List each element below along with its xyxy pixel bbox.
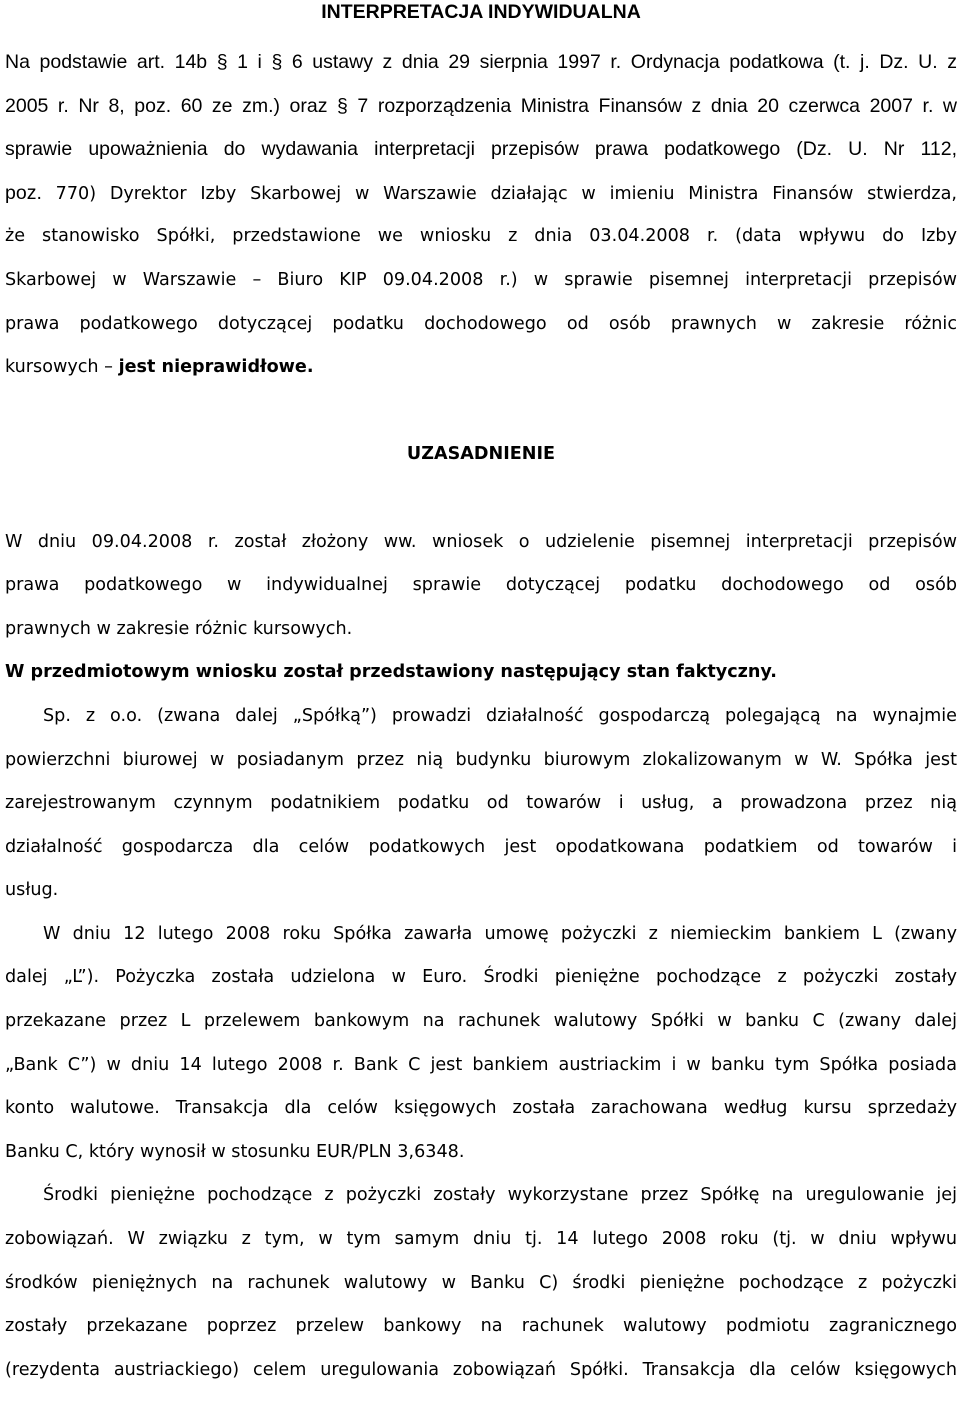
facts-paragraph-3 bbox=[5, 1174, 957, 1392]
intro-line: 2005 r. Nr 8, poz. 60 ze zm.) oraz § 7 rozporządzenia Ministra Finansów z dnia 20 czerwca 2007 r. w bbox=[5, 94, 957, 117]
facts-paragraph-1 bbox=[5, 695, 957, 913]
intro-line bbox=[5, 172, 957, 216]
facts-line: działalność gospodarcza dla celów podatkowych jest opodatkowana podatkiem od towarów i bbox=[5, 836, 957, 857]
facts-line: (rezydenta austriackiego) celem uregulowania zobowiązań Spółki. Transakcja dla celów księgowych bbox=[5, 1359, 957, 1380]
intro-line: Skarbowej w Warszawie – Biuro KIP 09.04.2008 r.) w sprawie pisemnej interpretacji przepisów bbox=[5, 269, 957, 290]
facts-line: Sp. z o.o. (zwana dalej „Spółką”) prowadzi działalność gospodarczą polegającą na wynajmie bbox=[43, 705, 957, 726]
facts-line: Środki pieniężne pochodzące z pożyczki zostały wykorzystane przez Spółkę na uregulowanie jej bbox=[43, 1185, 957, 1206]
facts-line: zobowiązań. W związku z tym, w tym samym dniu tj. 14 lutego 2008 roku (tj. w dniu wpływu bbox=[5, 1229, 957, 1250]
facts-line: zostały przekazane poprzez przelew bankowy na rachunek walutowy podmiotu zagranicznego bbox=[5, 1316, 957, 1337]
request-paragraph bbox=[5, 521, 957, 695]
document-title: INTERPRETACJA INDYWIDUALNA bbox=[321, 1, 641, 23]
facts-paragraph-2 bbox=[5, 913, 957, 1175]
verdict-text: jest nieprawidłowe. bbox=[118, 357, 314, 378]
intro-line bbox=[5, 346, 957, 390]
document-page bbox=[5, 0, 957, 1392]
facts-line: zarejestrowanym czynnym podatnikiem podatku od towarów i usług, a prowadzona przez nią bbox=[5, 793, 957, 814]
facts-line: dalej „L”). Pożyczka została udzielona w Euro. Środki pieniężne pochodzące z pożyczki zostały bbox=[5, 967, 957, 988]
intro-text: poz. bbox=[5, 181, 42, 204]
facts-line: „Bank C”) w dniu 14 lutego 2008 r. Bank C jest bankiem austriackim i w banku tym Spółka posiada bbox=[5, 1054, 957, 1075]
request-line: W dniu 09.04.2008 r. został złożony ww. wniosek o udzielenie pisemnej interpretacji przepisów bbox=[5, 531, 957, 552]
facts-line: Banku C, który wynosił w stosunku EUR/PLN 3,6348. bbox=[5, 1141, 465, 1162]
spacer bbox=[5, 390, 957, 434]
facts-line: usług. bbox=[5, 880, 59, 901]
intro-text: kursowych – bbox=[5, 357, 119, 378]
facts-line: powierzchni biurowej w posiadanym przez nią budynku biurowym zlokalizowanym w W. Spółka jest bbox=[5, 749, 957, 770]
spacer bbox=[5, 477, 957, 521]
intro-line: że stanowisko Spółki, przedstawione we wniosku z dnia 03.04.2008 r. (data wpływu do Izby bbox=[5, 226, 957, 247]
intro-line: prawa podatkowego dotyczącej podatku dochodowego od osób prawnych w zakresie różnic bbox=[5, 313, 957, 334]
intro-line: Na podstawie art. 14b § 1 i § 6 ustawy z dnia 29 sierpnia 1997 r. Ordynacja podatkowa (t. j. Dz. U. z bbox=[5, 51, 957, 73]
facts-line: W dniu 12 lutego 2008 roku Spółka zawarła umowę pożyczki z niemieckim bankiem L (zwany bbox=[43, 923, 957, 944]
facts-line: konto walutowe. Transakcja dla celów księgowych została zarachowana według kursu sprzedaży bbox=[5, 1098, 957, 1119]
intro-text: 770) Dyrektor Izby Skarbowej w Warszawie działając w imieniu Ministra Finansów stwierdza, bbox=[41, 183, 957, 204]
facts-heading: W przedmiotowym wniosku został przedstawiony następujący stan faktyczny. bbox=[5, 662, 777, 683]
intro-line: sprawie upoważnienia do wydawania interpretacji przepisów prawa podatkowego (Dz. U. Nr 112, bbox=[5, 138, 957, 161]
intro-paragraph bbox=[5, 41, 957, 390]
heading-block bbox=[5, 390, 957, 521]
request-line: prawnych w zakresie różnic kursowych. bbox=[5, 618, 353, 639]
facts-line: przekazane przez L przelewem bankowym na rachunek walutowy Spółki w banku C (zwany dalej bbox=[5, 1011, 957, 1032]
request-line: prawa podatkowego w indywidualnej sprawie dotyczącej podatku dochodowego od osób bbox=[5, 575, 957, 596]
facts-line: środków pieniężnych na rachunek walutowy w Banku C) środki pieniężne pochodzące z pożyczki bbox=[5, 1272, 957, 1293]
section-heading: UZASADNIENIE bbox=[406, 444, 556, 465]
